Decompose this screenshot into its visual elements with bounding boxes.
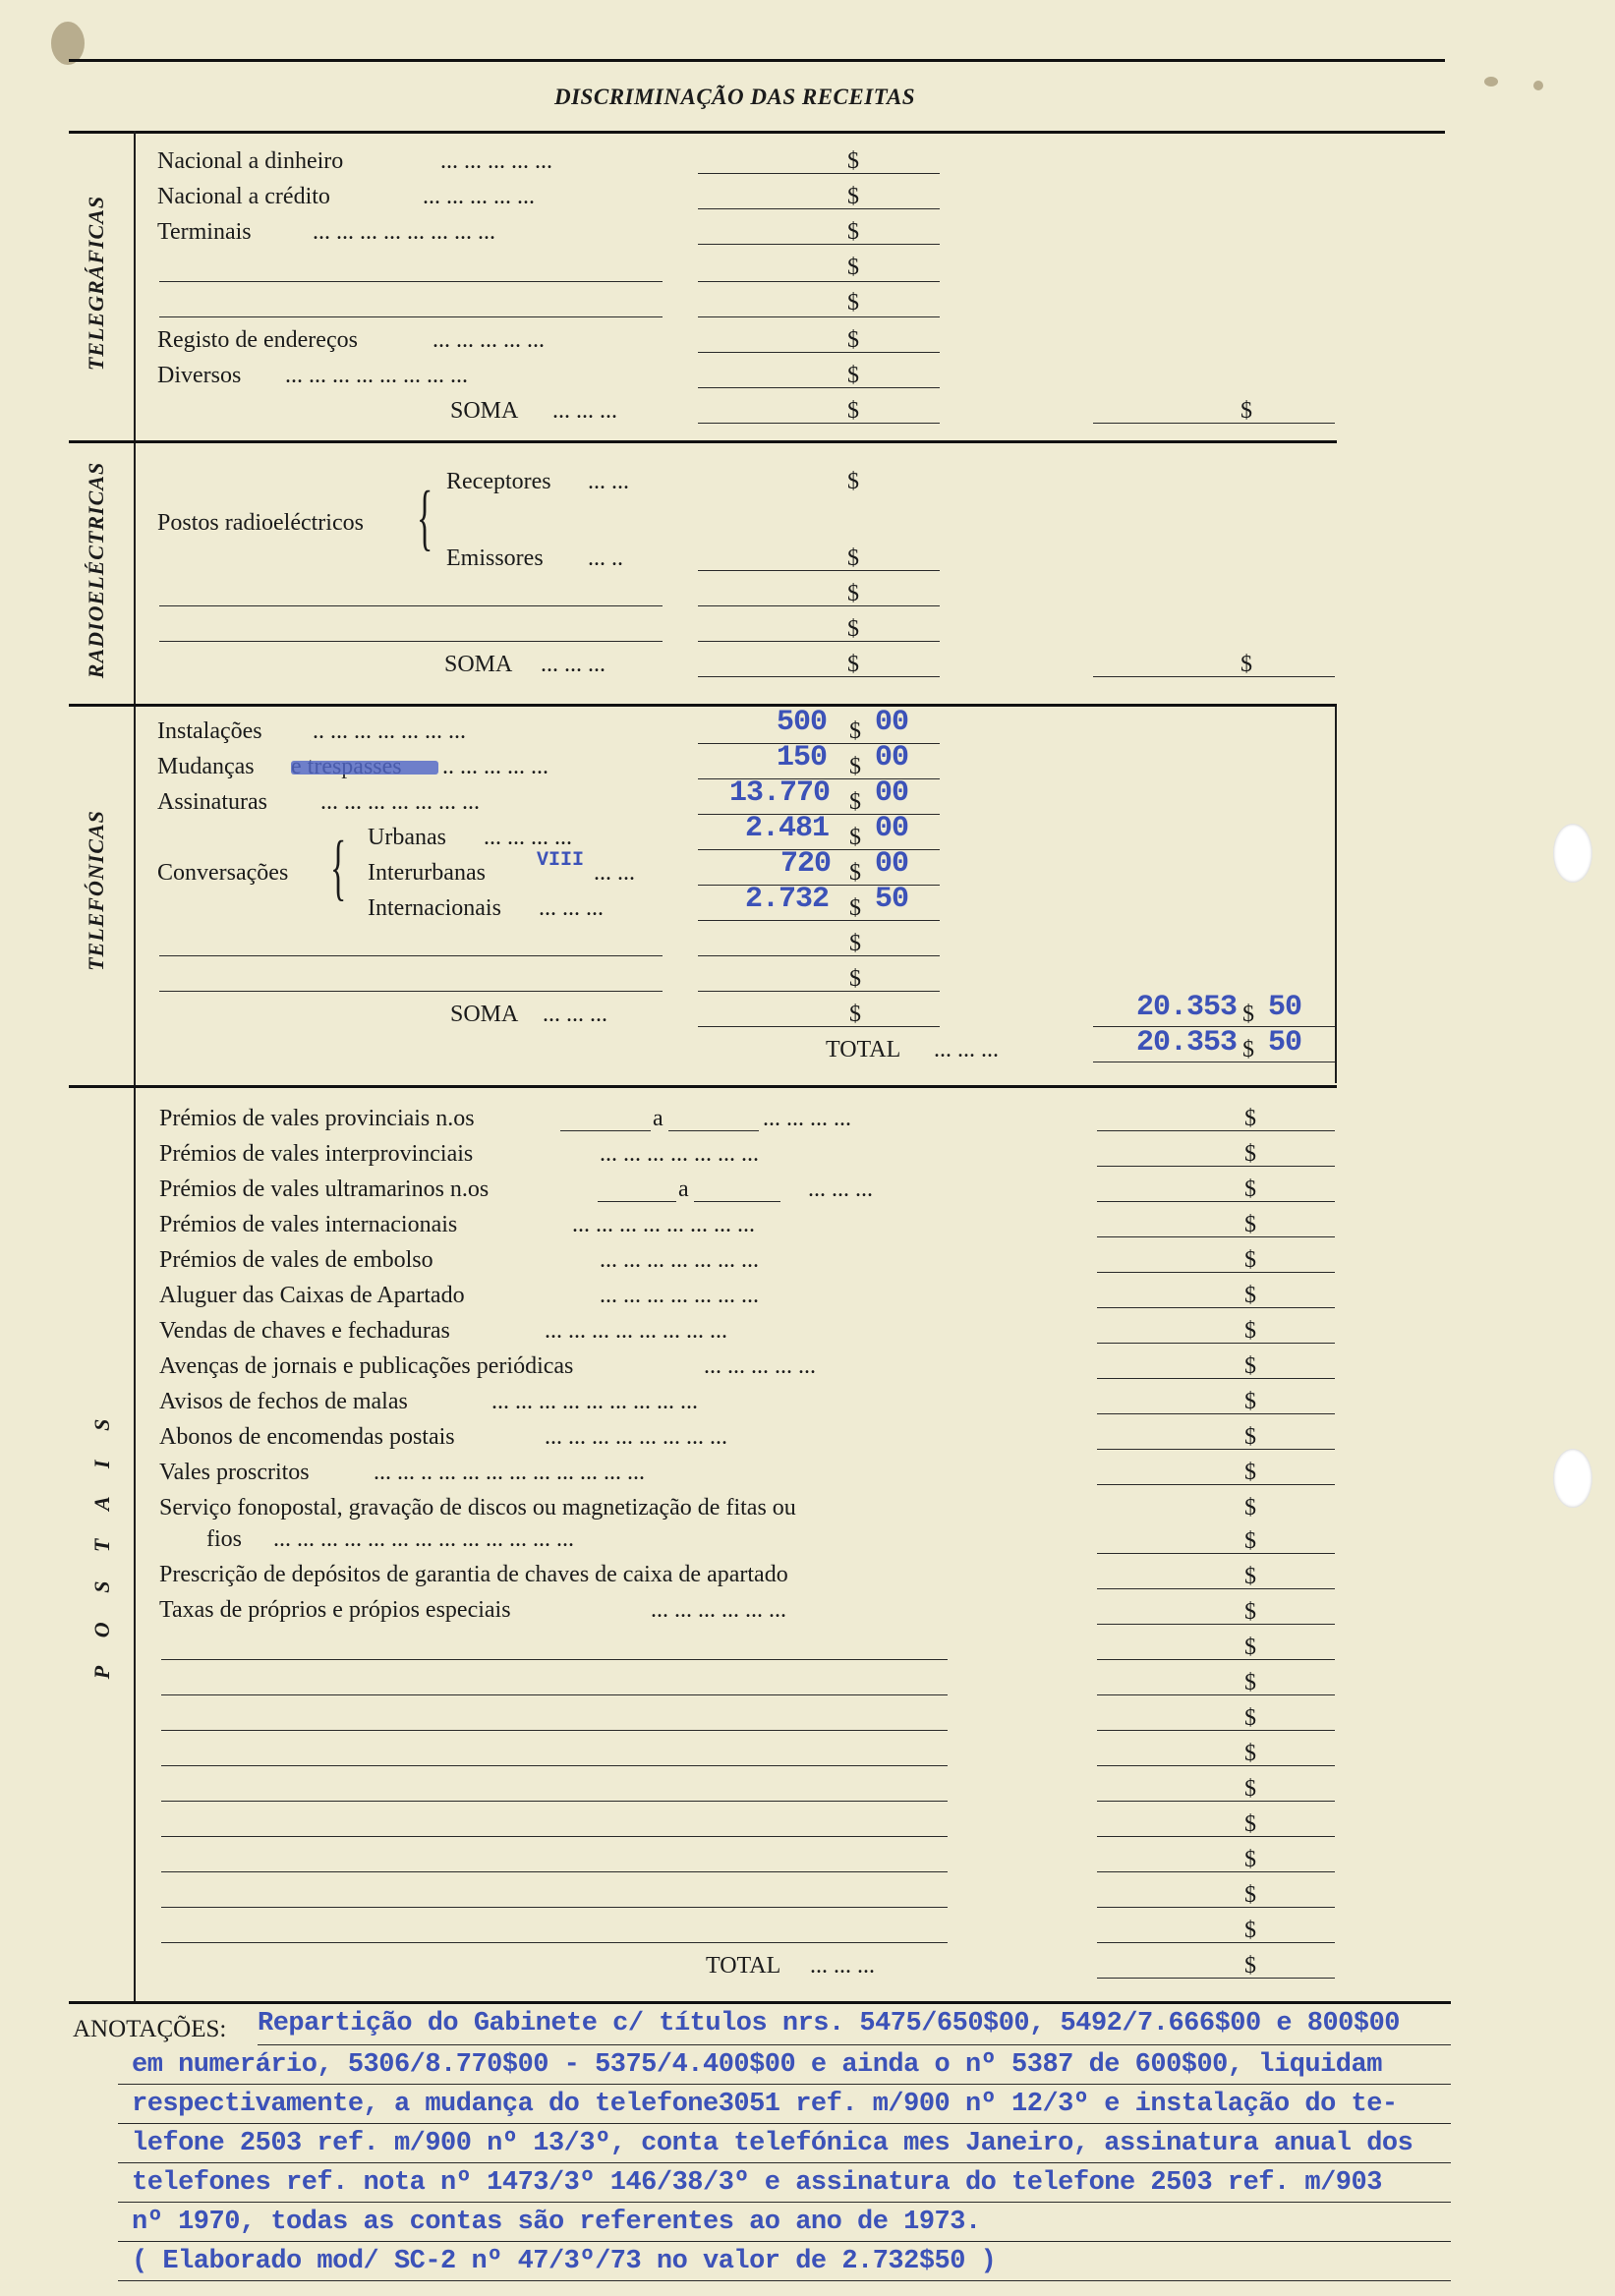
blank-label-line — [161, 1801, 948, 1802]
tel-item-label: Terminais — [157, 219, 252, 245]
number-from-line — [598, 1201, 676, 1202]
amount-line — [1097, 1307, 1335, 1308]
amount-line — [1097, 1484, 1335, 1485]
phone-item-cents: 00 — [875, 741, 909, 775]
dots: ... ... ... ... ... — [440, 148, 552, 174]
dots: ... ... ... ... ... ... ... ... — [285, 363, 468, 388]
total-label: TOTAL — [706, 1953, 781, 1979]
amount-line — [1097, 1836, 1335, 1837]
dots: ... ... ... — [541, 652, 606, 677]
amount-line — [1097, 1730, 1335, 1731]
dollar-sign: $ — [1244, 1389, 1256, 1414]
amount-line — [1097, 1765, 1335, 1766]
section-rule — [69, 2001, 1451, 2004]
dots: ... ... ... — [539, 895, 604, 921]
phone-item-cents: 00 — [875, 776, 909, 810]
dollar-sign: $ — [847, 148, 859, 174]
strike-out-mark — [291, 761, 438, 775]
section-rule — [69, 440, 1337, 443]
amount-line — [698, 352, 940, 353]
blank-label-line — [161, 1942, 948, 1943]
dollar-sign: $ — [849, 860, 861, 886]
right-border-rule — [1335, 706, 1337, 1083]
dollar-sign: $ — [1244, 1847, 1256, 1872]
dollar-sign: $ — [1244, 1495, 1256, 1521]
conv-item-value: 720 — [780, 847, 832, 881]
section-label-telegraficas: TELEGRÁFICAS — [84, 195, 108, 372]
amount-line — [1097, 1236, 1335, 1237]
postal-item-label: Prescrição de depósitos de garantia de chaves de caixa de apartado — [159, 1562, 788, 1587]
dots: ... ... ... ... ... — [704, 1353, 816, 1379]
phone-soma-cents: 50 — [1268, 991, 1302, 1024]
dollar-sign: $ — [1244, 1283, 1256, 1308]
dots: ... ... ... ... ... ... ... — [600, 1283, 759, 1308]
blank-label-line — [159, 991, 663, 992]
dollar-sign: $ — [849, 1002, 861, 1027]
blank-label-line — [159, 605, 663, 606]
dollar-sign: $ — [849, 718, 861, 744]
phone-soma-value: 20.353 — [1136, 991, 1238, 1024]
a-label: a — [653, 1106, 663, 1131]
dollar-sign: $ — [847, 327, 859, 353]
conv-item-value: 2.732 — [745, 883, 830, 916]
phone-item-value: 150 — [777, 741, 828, 775]
amount-line — [698, 423, 940, 424]
dots: .. ... ... ... ... — [442, 754, 548, 779]
phone-item-value: 500 — [777, 706, 828, 739]
amount-line — [698, 387, 940, 388]
blank-label-line — [161, 1836, 948, 1837]
annotations-label: ANOTAÇÕES: — [73, 2016, 227, 2042]
annotation-line: Repartição do Gabinete c/ títulos nrs. 5475/650$00, 5492/7.666$00 e 800$00 — [258, 2009, 1400, 2038]
dollar-sign: $ — [1242, 1002, 1254, 1027]
phone-item-label: Instalações — [157, 718, 262, 744]
annotation-line: lefone 2503 ref. m/900 nº 13/3º, conta telefónica mes Janeiro, assinatura anual dos — [132, 2129, 1413, 2158]
blank-label-line — [161, 1694, 948, 1695]
dollar-sign: $ — [1244, 1918, 1256, 1943]
dots: ... ... — [594, 860, 635, 886]
conv-item-label: Interurbanas — [368, 860, 486, 886]
grand-total-cents: 50 — [1268, 1026, 1302, 1060]
dollar-sign: $ — [847, 219, 859, 245]
annotation-rule — [118, 2280, 1451, 2281]
blank-label-line — [161, 1871, 948, 1872]
stain-top-right — [1484, 77, 1498, 86]
postal-item-label: Abonos de encomendas postais — [159, 1424, 455, 1450]
stain-top-right-2 — [1533, 81, 1543, 90]
tel-item-label: Registo de endereços — [157, 327, 358, 353]
conv-item-label: Urbanas — [368, 825, 446, 850]
dots: ... ... ... ... ... ... ... ... ... — [491, 1389, 698, 1414]
section-label-telefonicas: TELEFÓNICAS — [84, 810, 108, 971]
amount-line — [1097, 1659, 1335, 1660]
phone-item-label: Mudanças — [157, 754, 255, 779]
dots: ... ... ... ... ... ... — [651, 1597, 786, 1623]
postal-item-label: Vendas de chaves e fechaduras — [159, 1318, 450, 1344]
dollar-sign: $ — [849, 895, 861, 921]
amount-line — [1097, 1378, 1335, 1379]
dollar-sign: $ — [1244, 1460, 1256, 1485]
dots: ... ... ... ... ... ... ... ... — [545, 1318, 727, 1344]
dollar-sign: $ — [847, 363, 859, 388]
amount-line — [1097, 1343, 1335, 1344]
tel-item-label: Diversos — [157, 363, 242, 388]
dots: ... ... ... — [934, 1037, 999, 1062]
number-from-line — [560, 1130, 651, 1131]
dollar-sign: $ — [1244, 1599, 1256, 1625]
dollar-sign: $ — [1244, 1353, 1256, 1379]
postal-item-label: fios — [206, 1526, 242, 1552]
amount-line — [698, 641, 940, 642]
dollar-sign: $ — [849, 789, 861, 815]
dollar-sign: $ — [1244, 1212, 1256, 1237]
dollar-sign: $ — [1244, 1705, 1256, 1731]
tel-item-label: Nacional a crédito — [157, 184, 330, 209]
postal-item-label: Aluguer das Caixas de Apartado — [159, 1283, 465, 1308]
conv-item-cents: 00 — [875, 847, 909, 881]
amount-line — [698, 281, 940, 282]
dollar-sign: $ — [847, 581, 859, 606]
conversacoes-label: Conversações — [157, 860, 289, 886]
page-title: DISCRIMINAÇÃO DAS RECEITAS — [554, 85, 916, 109]
brace: { — [330, 829, 347, 909]
postal-item-label: Avisos de fechos de malas — [159, 1389, 408, 1414]
annotation-rule — [118, 2162, 1451, 2163]
dollar-sign: $ — [1244, 1882, 1256, 1908]
dollar-sign: $ — [1244, 1177, 1256, 1202]
annotation-rule — [118, 2241, 1451, 2242]
dots: ... ... ... ... ... ... ... ... — [572, 1212, 755, 1237]
amount-line — [1097, 1553, 1335, 1554]
dots: ... ... ... — [543, 1002, 607, 1027]
section-label-postais: P O S T A I S — [89, 1406, 114, 1680]
dollar-sign: $ — [849, 825, 861, 850]
left-column-rule — [134, 131, 136, 2003]
dots: ... ... ... ... ... ... ... — [320, 789, 480, 815]
amount-line — [698, 955, 940, 956]
dollar-sign: $ — [1240, 398, 1252, 424]
dollar-sign: $ — [847, 184, 859, 209]
conv-item-label: Internacionais — [368, 895, 501, 921]
radio-sub-item: Emissores — [446, 545, 544, 571]
blank-label-line — [161, 1730, 948, 1731]
amount-line — [698, 316, 940, 317]
dollar-sign: $ — [1244, 1635, 1256, 1660]
amount-line — [1097, 1166, 1335, 1167]
amount-line — [698, 1026, 940, 1027]
amount-line — [1097, 1624, 1335, 1625]
dollar-sign: $ — [847, 545, 859, 571]
phone-item-label: Assinaturas — [157, 789, 267, 815]
section-rule — [69, 1085, 1337, 1088]
dollar-sign: $ — [1244, 1741, 1256, 1766]
amount-line — [1097, 1588, 1335, 1589]
conv-item-note: VIII — [537, 849, 585, 872]
conv-item-cents: 50 — [875, 883, 909, 916]
blank-label-line — [159, 281, 663, 282]
blank-label-line — [159, 955, 663, 956]
blank-label-line — [159, 641, 663, 642]
section-total-line — [1093, 423, 1335, 424]
dots: ... ... ... — [808, 1177, 873, 1202]
total-label: TOTAL — [826, 1037, 901, 1062]
soma-label: SOMA — [444, 652, 513, 677]
dots: ... ... ... ... ... — [423, 184, 535, 209]
dots: ... ... ... ... ... ... ... — [600, 1141, 759, 1167]
dots: ... ... ... ... ... ... ... ... — [545, 1424, 727, 1450]
dots: ... ... ... ... — [484, 825, 572, 850]
amount-line — [1097, 1907, 1335, 1908]
dollar-sign: $ — [1240, 652, 1252, 677]
amount-line — [1097, 1272, 1335, 1273]
dots: .. ... ... ... ... ... ... — [313, 718, 466, 744]
blank-label-line — [159, 316, 663, 317]
conv-item-value: 2.481 — [745, 812, 830, 845]
amount-line — [698, 991, 940, 992]
dots: ... ... ... ... ... ... ... ... — [313, 219, 495, 245]
dollar-sign: $ — [1244, 1776, 1256, 1802]
dollar-sign: $ — [849, 966, 861, 992]
number-to-line — [668, 1130, 759, 1131]
phone-item-value: 13.770 — [729, 776, 831, 810]
dollar-sign: $ — [1244, 1528, 1256, 1554]
conv-item-cents: 00 — [875, 812, 909, 845]
dollar-sign: $ — [1242, 1037, 1254, 1062]
annotation-rule — [258, 2044, 1451, 2045]
amount-line — [698, 173, 940, 174]
postal-item-label: Taxas de próprios e própios especiais — [159, 1597, 511, 1623]
dollar-sign: $ — [1244, 1953, 1256, 1979]
tel-item-label: Nacional a dinheiro — [157, 148, 344, 174]
dollar-sign: $ — [847, 652, 859, 677]
amount-line — [1097, 1449, 1335, 1450]
amount-line — [1097, 1201, 1335, 1202]
dots: ... ... ... ... ... — [433, 327, 545, 353]
postal-item-label: Prémios de vales interprovinciais — [159, 1141, 474, 1167]
dots: ... ... ... ... ... ... ... — [600, 1247, 759, 1273]
punch-hole-bottom — [1553, 1449, 1592, 1508]
postal-item-label: Prémios de vales provinciais n.os — [159, 1106, 475, 1131]
dots: ... ... ... ... — [763, 1106, 851, 1131]
dollar-sign: $ — [847, 290, 859, 316]
amount-line — [698, 570, 940, 571]
amount-line — [1097, 1413, 1335, 1414]
dollar-sign: $ — [1244, 1811, 1256, 1837]
dollar-sign: $ — [1244, 1141, 1256, 1167]
postal-item-label: Avenças de jornais e publicações periódicas — [159, 1353, 574, 1379]
postal-item-label: Prémios de vales internacionais — [159, 1212, 458, 1237]
postal-item-label: Prémios de vales ultramarinos n.os — [159, 1177, 490, 1202]
brace: { — [417, 479, 433, 559]
dollar-sign: $ — [1244, 1424, 1256, 1450]
dollar-sign: $ — [1244, 1564, 1256, 1589]
annotation-line: em numerário, 5306/8.770$00 - 5375/4.400$00 e ainda o nº 5387 de 600$00, liquidam — [132, 2050, 1382, 2080]
amount-line — [698, 676, 940, 677]
section-label-radioelectricas: RADIOELÉCTRICAS — [84, 461, 108, 679]
dollar-sign: $ — [847, 469, 859, 494]
annotation-line: respectivamente, a mudança do telefone3051 ref. m/900 nº 12/3º e instalação do te- — [132, 2090, 1398, 2119]
dollar-sign: $ — [849, 931, 861, 956]
postal-item-label: Vales proscritos — [159, 1460, 310, 1485]
amount-line — [698, 208, 940, 209]
header-rule — [69, 131, 1445, 134]
grand-total-value: 20.353 — [1136, 1026, 1238, 1060]
section-rule — [69, 704, 1337, 707]
postal-item-label: Serviço fonopostal, gravação de discos ou magnetização de fitas ou — [159, 1495, 796, 1521]
dots: ... ... ... ... ... ... ... ... ... ... ... ... ... — [273, 1526, 574, 1552]
annotation-line: telefones ref. nota nº 1473/3º 146/38/3º e assinatura do telefone 2503 ref. m/903 — [132, 2168, 1382, 2198]
radio-sub-item: Receptores — [446, 469, 551, 494]
punch-hole-top — [1553, 824, 1592, 883]
annotation-line: ( Elaborado mod/ SC-2 nº 47/3º/73 no valor de 2.732$50 ) — [132, 2247, 997, 2276]
radio-group-label: Postos radioeléctricos — [157, 510, 364, 536]
amount-line — [698, 605, 940, 606]
amount-line — [1097, 1942, 1335, 1943]
dollar-sign: $ — [1244, 1318, 1256, 1344]
dollar-sign: $ — [847, 616, 859, 642]
amount-line — [698, 244, 940, 245]
dots: ... ... .. ... ... ... ... ... ... ... ... ... — [374, 1460, 645, 1485]
dots: ... ... ... — [552, 398, 617, 424]
amount-line — [698, 920, 940, 921]
annotation-rule — [118, 2084, 1451, 2085]
number-to-line — [694, 1201, 780, 1202]
top-rule — [69, 59, 1445, 62]
amount-line — [1097, 1130, 1335, 1131]
dollar-sign: $ — [1244, 1106, 1256, 1131]
soma-label: SOMA — [450, 1002, 519, 1027]
dots: ... .. — [588, 545, 623, 571]
soma-label: SOMA — [450, 398, 519, 424]
dots: ... ... — [588, 469, 629, 494]
amount-line — [1097, 1978, 1335, 1979]
amount-line — [1097, 1871, 1335, 1872]
dollar-sign: $ — [847, 398, 859, 424]
annotation-rule — [118, 2202, 1451, 2203]
dollar-sign: $ — [849, 754, 861, 779]
dollar-sign: $ — [1244, 1670, 1256, 1695]
amount-line — [1097, 1801, 1335, 1802]
annotation-rule — [118, 2123, 1451, 2124]
blank-label-line — [161, 1659, 948, 1660]
dollar-sign: $ — [1244, 1247, 1256, 1273]
dollar-sign: $ — [847, 255, 859, 280]
postal-item-label: Prémios de vales de embolso — [159, 1247, 433, 1273]
dots: ... ... ... — [810, 1953, 875, 1979]
section-total-line — [1093, 676, 1335, 677]
blank-label-line — [161, 1765, 948, 1766]
phone-item-cents: 00 — [875, 706, 909, 739]
blank-label-line — [161, 1907, 948, 1908]
amount-line — [1097, 1694, 1335, 1695]
a-label: a — [678, 1177, 689, 1202]
annotation-line: nº 1970, todas as contas são referentes ao ano de 1973. — [132, 2208, 981, 2237]
